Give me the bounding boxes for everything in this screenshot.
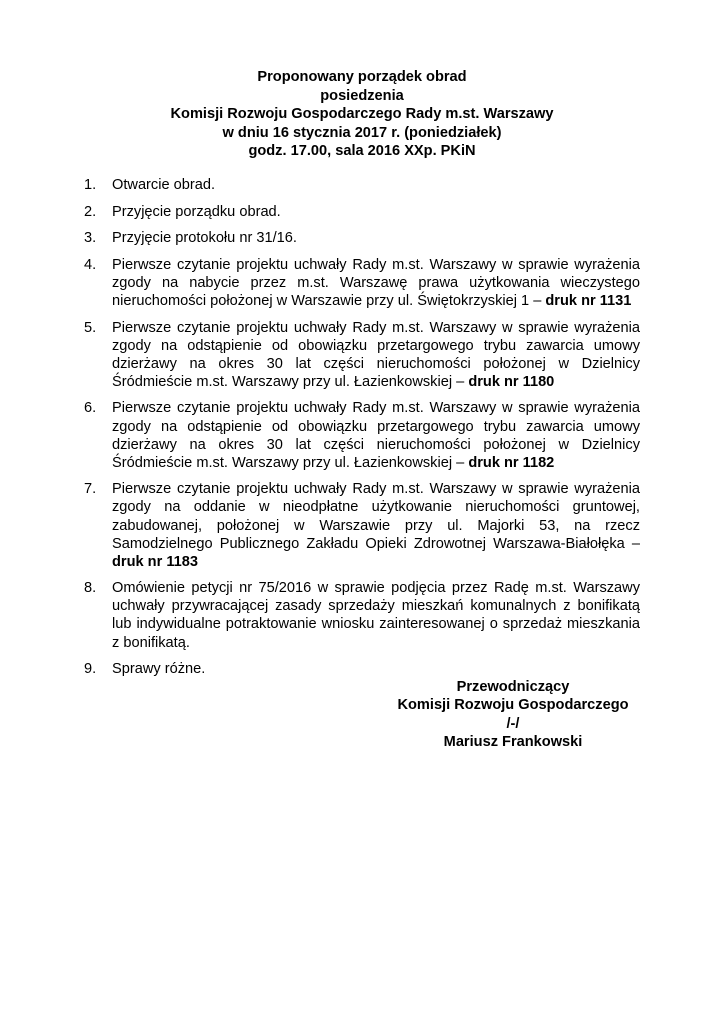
agenda-item-number: 4. [84,256,97,273]
agenda-item [84,229,640,247]
header-line-2: posiedzenia [320,87,404,104]
signature-title: Przewodniczący [456,679,570,695]
agenda-item-druk: druk nr 1131 [545,292,632,309]
agenda-item-text: Pierwsze czytanie projektu uchwały Rady m.st. Warszawy w sprawie wyrażenia zgody na odstąpienie od obowiązku przetargowego trybu zawarcia umowy dzierżawy na okres 30 lat części nieruchomości położonej w Dzielnicy Śródmieście m.st. Warszawy przy ul. Łazienkowskiej – [112,400,640,471]
agenda-item [84,480,640,570]
agenda-item-text: Otwarcie obrad. [112,177,216,193]
header-line-5: godz. 17.00, sala 2016 XXp. PKiN [248,143,476,160]
agenda-item-druk: druk nr 1182 [468,454,555,471]
agenda-item-druk: druk nr 1183 [112,553,198,570]
agenda-list [84,176,640,687]
agenda-item-number: 1. [84,177,97,193]
agenda-item-number: 9. [84,661,97,678]
agenda-item-number: 8. [84,580,97,597]
agenda-item-number: 7. [84,481,97,498]
signature-committee: Komisji Rozwoju Gospodarczego [397,697,629,714]
agenda-item [84,176,640,194]
header-line-4: w dniu 16 stycznia 2017 r. (poniedziałek) [222,124,502,141]
agenda-item-number: 2. [84,203,97,220]
agenda-item [84,319,640,391]
signature-mark: /-/ [506,715,520,732]
agenda-item [84,579,640,651]
agenda-item-text: Pierwsze czytanie projektu uchwały Rady m.st. Warszawy w sprawie wyrażenia zgody na oddanie w nieodpłatne użytkowanie nieruchomości gruntowej, zabudowanej, położonej w Warszawie przy ul. Majorki 53, na rzecz Samodzielnego Publicznego Zakładu Opieki Zdrowotnej Warszawa-Białołęka – [112,481,640,552]
agenda-item [84,203,640,221]
agenda-item-number: 5. [84,319,97,336]
document-header [0,68,724,161]
agenda-item-text: Przyjęcie protokołu nr 31/16. [112,230,297,247]
agenda-item-number: 6. [84,400,97,417]
agenda-item-druk: druk nr 1180 [468,373,555,390]
agenda-item-text: Pierwsze czytanie projektu uchwały Rady m.st. Warszawy w sprawie wyrażenia zgody na odstąpienie od obowiązku przetargowego trybu zawarcia umowy dzierżawy na okres 30 lat części nieruchomości położonej w Dzielnicy Śródmieście m.st. Warszawy przy ul. Łazienkowskiej – [112,319,640,390]
agenda-item-text: Sprawy różne. [112,661,206,678]
agenda-item-number: 3. [84,230,97,247]
agenda-item-text: Przyjęcie porządku obrad. [112,203,281,220]
header-line-1: Proponowany porządek obrad [257,69,467,85]
agenda-item [84,256,640,310]
agenda-item [84,660,640,678]
signature-name: Mariusz Frankowski [443,734,583,751]
header-line-3: Komisji Rozwoju Gospodarczego Rady m.st. Warszawy [170,106,554,123]
agenda-item-text: Omówienie petycji nr 75/2016 w sprawie podjęcia przez Radę m.st. Warszawy uchwały przywracającej zasady sprzedaży mieszkań komunalnych z bonifikatą lub indywidualne potraktowanie wniosku zainteresowanej o sprzedaż mieszkania z bonifikatą. [112,580,640,651]
agenda-item [84,399,640,471]
agenda-item-text: Pierwsze czytanie projektu uchwały Rady m.st. Warszawy w sprawie wyrażenia zgody na nabycie przez m.st. Warszawę prawa użytkowania wieczystego nieruchomości położonej w Warszawie przy ul. Świętokrzyskiej 1 – [112,256,640,309]
signature-block [392,678,634,752]
